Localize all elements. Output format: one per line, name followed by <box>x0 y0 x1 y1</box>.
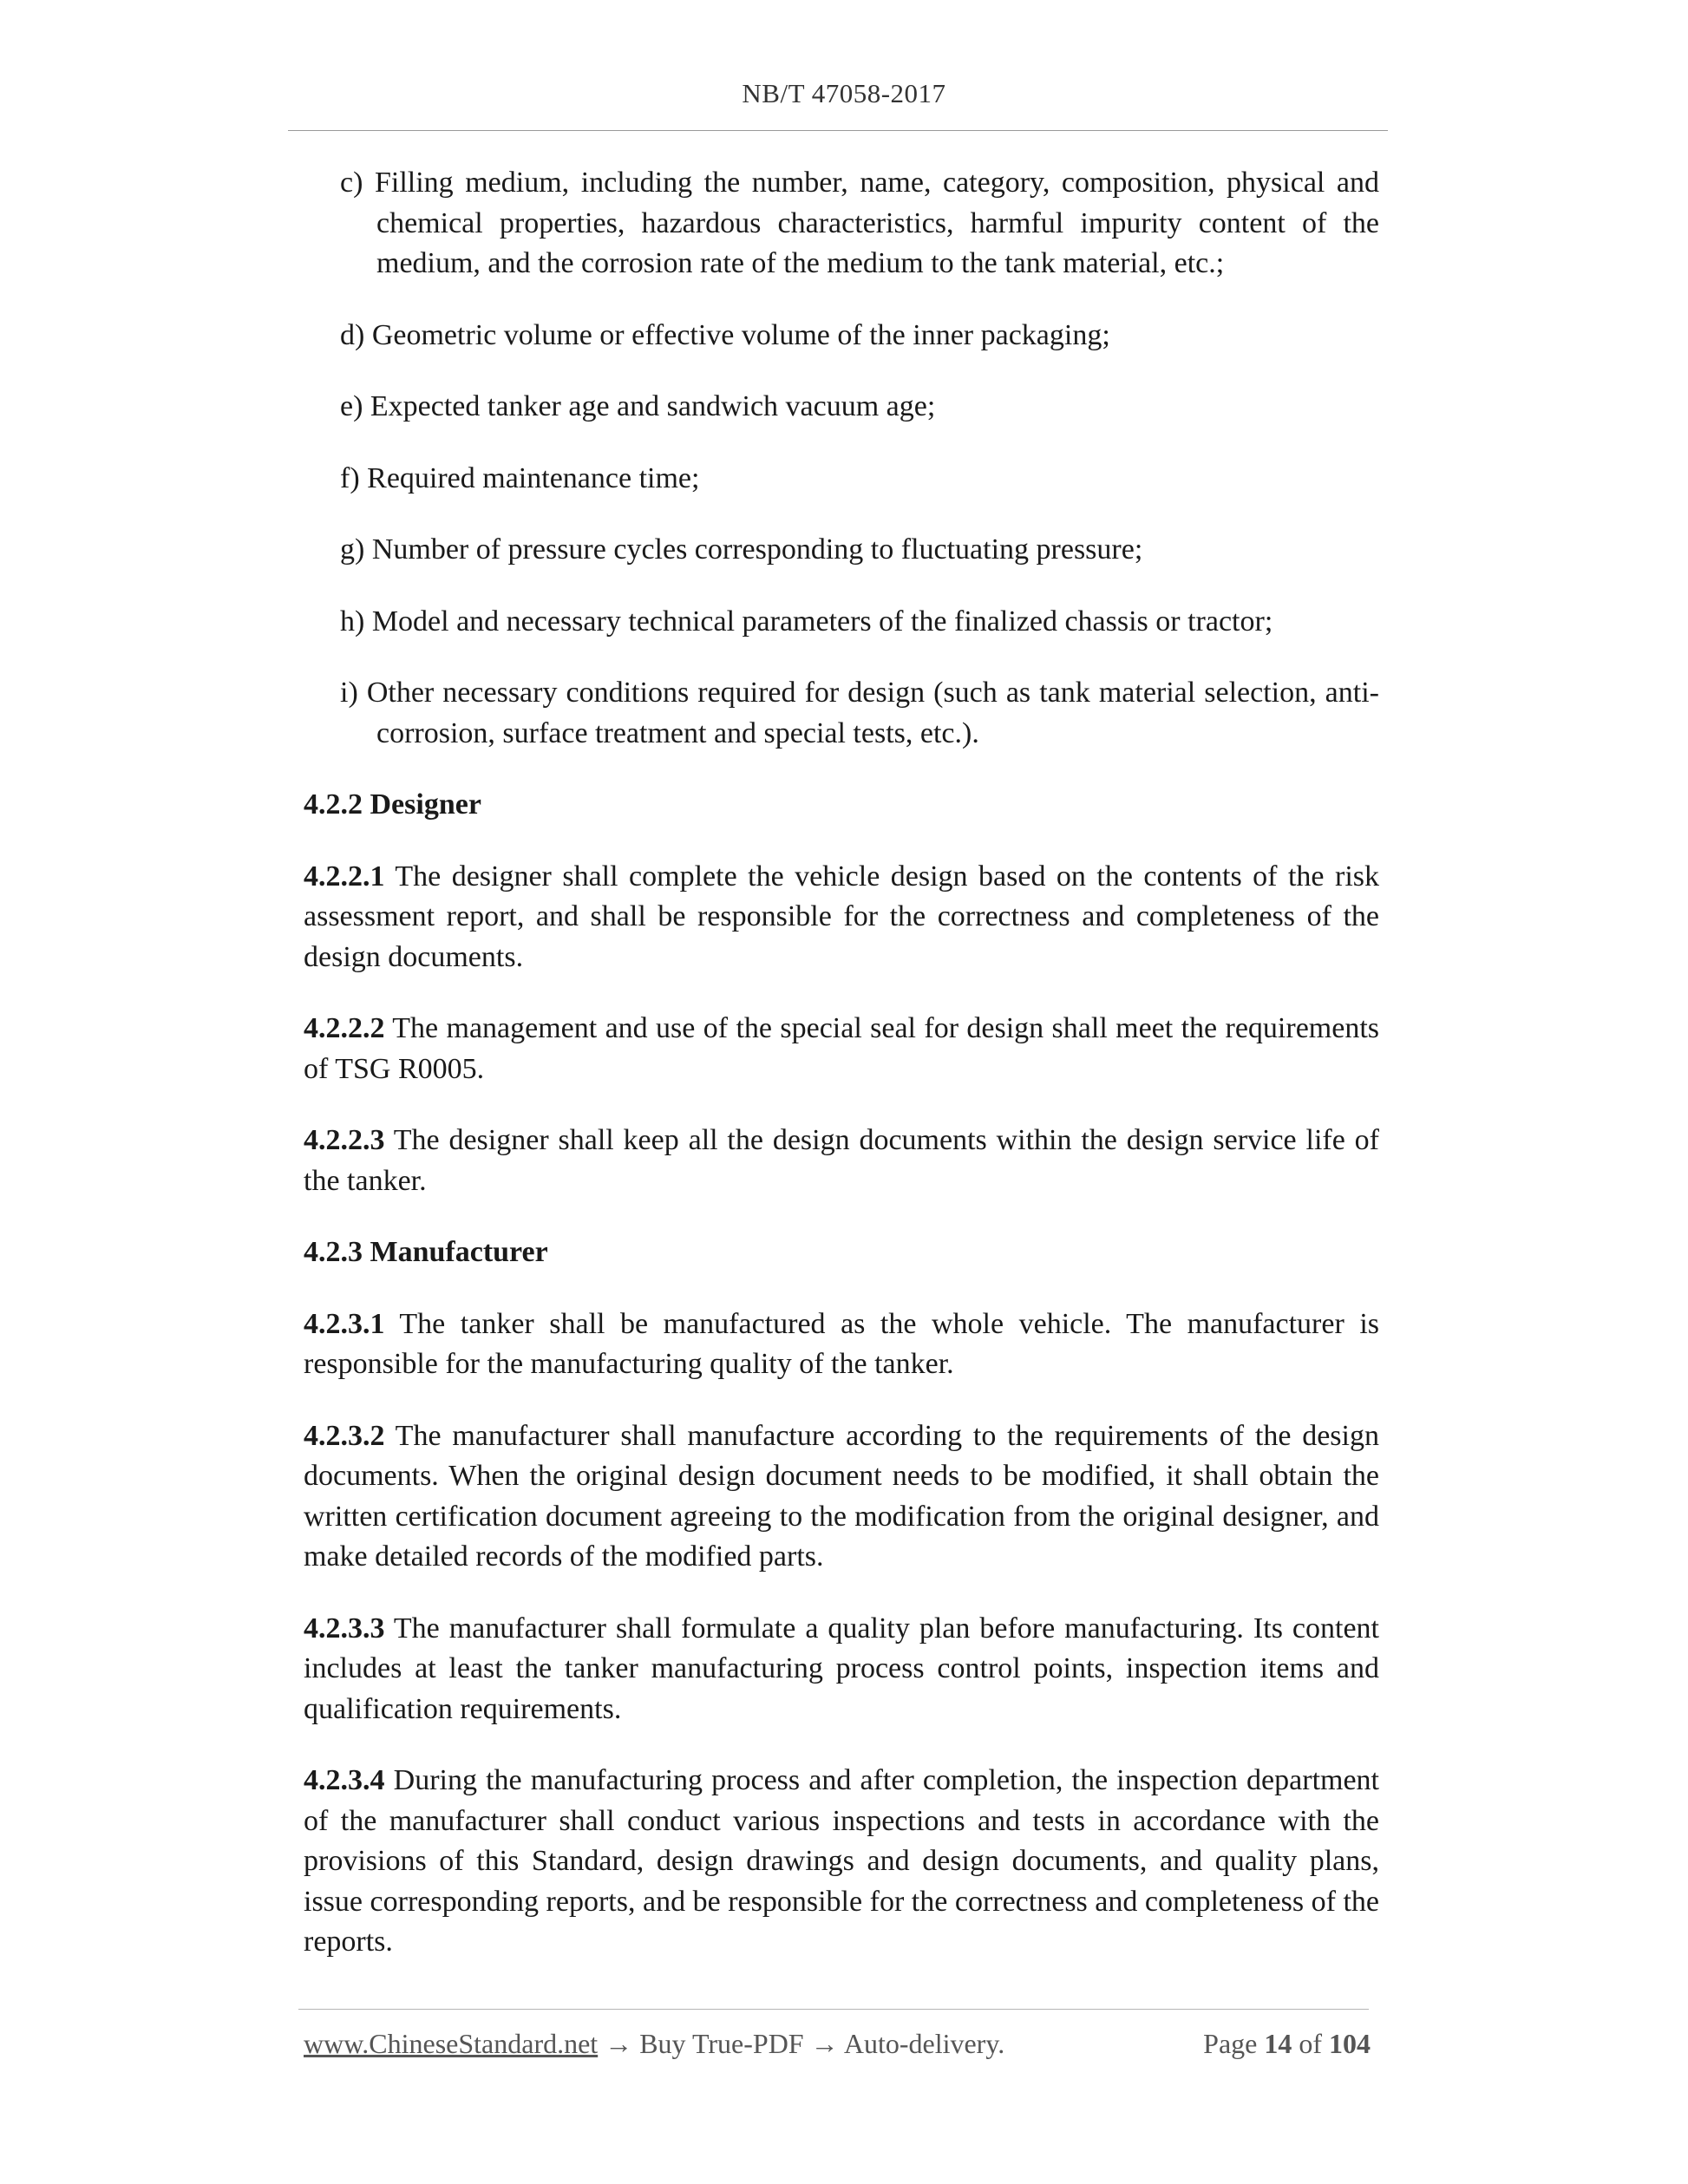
list-item-h: h) Model and necessary technical parameters of the finalized chassis or tractor; <box>340 605 1273 638</box>
clause-number: 4.2.2.1 <box>304 860 385 893</box>
page-indicator <box>1203 2028 1371 2060</box>
clause-number: 4.2.3.1 <box>304 1307 385 1340</box>
clause-number: 4.2.3.2 <box>304 1419 385 1452</box>
document-body <box>304 163 1379 1994</box>
clause-text: During the manufacturing process and after completion, the inspection department of the manufacturer shall conduct various inspections and tests in accordance with the provisions of this Standard, design drawings and design documents, and quality plans, issue corresponding reports, and be responsible for the correctness and completeness of the reports. <box>304 1764 1379 1958</box>
clause-text: The management and use of the special seal for design shall meet the requirements of TSG R0005. <box>304 1012 1379 1085</box>
list-item-c: c) Filling medium, including the number, name, category, composition, physical and chemical properties, hazardous characteristics, harmful impurity content of the medium, and the corrosion rate of the medium to the tank material, etc.; <box>340 167 1379 279</box>
clause-4-2-2-3 <box>304 1121 1379 1201</box>
page-header <box>0 78 1688 109</box>
clause-number: 4.2.2.2 <box>304 1012 385 1044</box>
clause-text: The manufacturer shall manufacture according to the requirements of the design documents. When the original design document needs to be modified, it shall obtain the written certification document agreeing to the modification from the original designer, and make detailed records of the modified parts. <box>304 1419 1379 1573</box>
of-label: of <box>1292 2028 1329 2059</box>
clause-4-2-3-4 <box>304 1761 1379 1963</box>
clause-4-2-3-2 <box>304 1416 1379 1578</box>
list-item-e: e) Expected tanker age and sandwich vacuum age; <box>340 390 936 422</box>
clause-text: The designer shall complete the vehicle design based on the contents of the risk assessment report, and shall be responsible for the correctness and completeness of the design documents. <box>304 860 1379 973</box>
clause-4-2-3-1 <box>304 1305 1379 1385</box>
site-link[interactable]: www.ChineseStandard.net <box>304 2028 599 2059</box>
clause-number: 4.2.2.3 <box>304 1124 385 1156</box>
footer-promo <box>304 2028 1004 2060</box>
clause-4-2-2-2 <box>304 1009 1379 1089</box>
page-label: Page <box>1203 2028 1265 2059</box>
clause-text: The designer shall keep all the design documents within the design service life of the tanker. <box>304 1124 1379 1197</box>
list-item-f: f) Required maintenance time; <box>340 461 700 494</box>
list-item-i: i) Other necessary conditions required for design (such as tank material selection, anti-corrosion, surface treatment and special tests, etc.). <box>340 677 1379 749</box>
section-heading-manufacturer: 4.2.3 Manufacturer <box>304 1236 548 1268</box>
clause-number: 4.2.3.4 <box>304 1764 385 1796</box>
total-pages: 104 <box>1329 2028 1371 2059</box>
page-number: 14 <box>1264 2028 1292 2059</box>
clause-4-2-3-3 <box>304 1609 1379 1730</box>
standard-code: NB/T 47058-2017 <box>742 78 946 108</box>
promo-text: → Buy True-PDF → Auto-delivery. <box>598 2028 1005 2059</box>
section-heading-designer: 4.2.2 Designer <box>304 788 481 821</box>
clause-4-2-2-1 <box>304 857 1379 978</box>
clause-number: 4.2.3.3 <box>304 1612 385 1645</box>
header-divider <box>288 130 1388 131</box>
clause-text: The tanker shall be manufactured as the whole vehicle. The manufacturer is responsible for the manufacturing quality of the tanker. <box>304 1307 1379 1380</box>
footer-divider <box>298 2009 1369 2010</box>
clause-text: The manufacturer shall formulate a quality plan before manufacturing. Its content includes at least the tanker manufacturing process control points, inspection items and qualification requirements. <box>304 1612 1379 1725</box>
list-item-g: g) Number of pressure cycles corresponding to fluctuating pressure; <box>340 533 1143 566</box>
list-item-d: d) Geometric volume or effective volume of the inner packaging; <box>340 318 1110 351</box>
